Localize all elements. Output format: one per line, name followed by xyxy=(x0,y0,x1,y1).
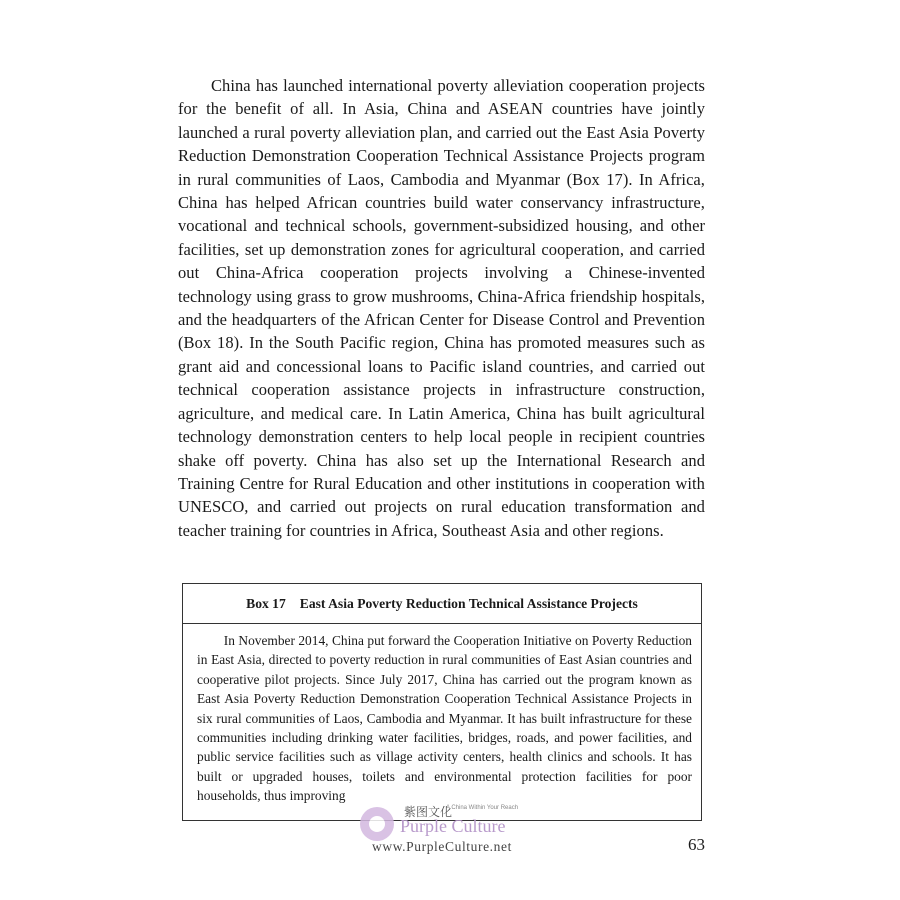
purple-culture-logo-icon xyxy=(360,807,394,841)
box-header xyxy=(183,584,701,624)
watermark-chinese: 紫图文化 xyxy=(404,805,453,819)
box-17 xyxy=(182,583,702,821)
watermark-brand: Purple Culture xyxy=(400,816,506,836)
box-number: Box 17 xyxy=(246,595,286,611)
box-title: East Asia Poverty Reduction Technical Assistance Projects xyxy=(299,595,638,611)
page-number: 63 xyxy=(688,835,705,854)
watermark-tagline: A China Within Your Reach xyxy=(446,805,519,811)
box-body: In November 2014, China put forward the Cooperation Initiative on Poverty Reduction in East Asia, directed to poverty reduction in rural communities of East Asian countries and cooperative pilot projects. Since July 2017, China has carried out the program known as East Asia Poverty Reduction Demonstration Cooperation Technical Assistance Projects in six rural communities of Laos, Cambodia and Myanmar. It has built infrastructure for these communities including drinking water facilities, bridges, roads, and power facilities, and public service facilities such as village activity centers, health clinics and schools. It has built or upgraded houses, toilets and environmental protection facilities for poor households, thus improving xyxy=(197,633,692,804)
main-paragraph: China has launched international poverty alleviation cooperation projects for the benefit of all. In Asia, China and ASEAN countries have jointly launched a rural poverty alleviation plan, and carried out the East Asia Poverty Reduction Demonstration Cooperation Technical Assistance Projects program in rural communities of Laos, Cambodia and Myanmar (Box 17). In Africa, China has helped African countries build water conservancy infrastructure, vocational and technical schools, government-subsidized housing, and other facilities, set up demonstration zones for agricultural cooperation, and carried out China-Africa cooperation projects involving a Chinese-invented technology using grass to grow mushrooms, China-Africa friendship hospitals, and the headquarters of the African Center for Disease Control and Prevention (Box 18). In the South Pacific region, China has promoted measures such as grant aid and concessional loans to Pacific island countries, and carried out technical cooperation assistance projects in infrastructure construction, agriculture, and medical care. In Latin America, China has built agricultural technology demonstration centers to help local people in recipient countries shake off poverty. China has also set up the International Research and Training Centre for Rural Education and other institutions in cooperation with UNESCO, and carried out projects on rural education transformation and teacher training for countries in Africa, Southeast Asia and other regions. xyxy=(178,76,705,540)
watermark-url[interactable]: www.PurpleCulture.net xyxy=(372,839,512,854)
purple-culture-watermark xyxy=(360,803,540,843)
